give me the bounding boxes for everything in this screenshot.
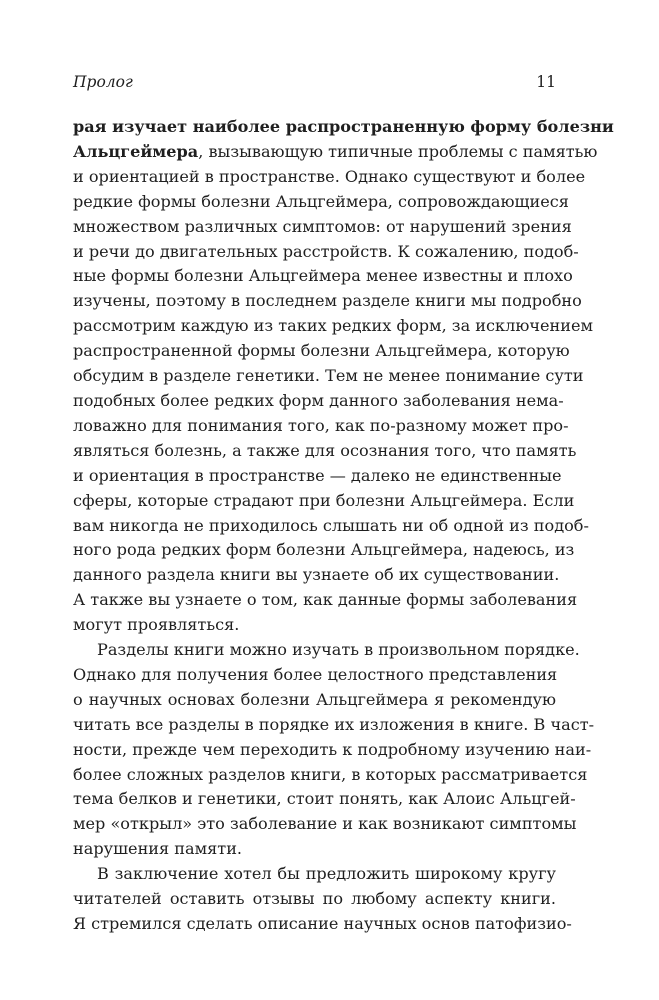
line-text: тема белков и генетики, стоит понять, как Алоис Альцгей-: [73, 789, 576, 809]
text-line: [73, 588, 578, 613]
line-text: могут проявляться.: [73, 615, 240, 635]
line-text: распространенной формы болезни Альцгеймера, которую: [73, 341, 570, 361]
text-line: [73, 688, 556, 713]
line-text: рассмотрим каждую из таких редких форм, за исключением: [73, 316, 593, 336]
line-text: и речи до двигательных расстройств. К сожалению, подоб-: [73, 241, 579, 261]
text-line: [73, 140, 598, 165]
line-text: нарушения памяти.: [73, 839, 243, 859]
text-line: [73, 538, 575, 563]
line-text: редкие формы болезни Альцгеймера, сопровождающиеся: [73, 191, 569, 211]
line-text: более сложных разделов книги, в которых рассматривается: [73, 764, 588, 784]
text-line: [73, 738, 592, 763]
text-line: [73, 190, 569, 215]
text-line: [73, 339, 570, 364]
bold-text: рая изучает наиболее распространенную форму болезни: [73, 117, 614, 136]
text-line: [73, 489, 575, 514]
line-text: ловажно для понимания того, как по-разному может про-: [73, 415, 569, 435]
running-title: Пролог: [73, 73, 133, 91]
page-header: [73, 73, 556, 91]
text-line: [73, 787, 576, 812]
line-text: читателей оставить отзывы по любому аспекту книги.: [73, 889, 556, 909]
text-line: [73, 812, 577, 837]
line-text: ности, прежде чем переходить к подробному изучению наи-: [73, 739, 592, 759]
line-text: читать все разделы в порядке их изложения в книге. В част-: [73, 714, 595, 734]
text-line: [73, 837, 556, 862]
bold-text: Альцгеймера: [73, 141, 199, 161]
line-text: о научных основах болезни Альцгеймера я рекомендую: [73, 689, 556, 709]
text-line: [73, 439, 577, 464]
text-line: [73, 912, 572, 937]
text-line: [73, 514, 589, 539]
line-text: сферы, которые страдают при болезни Альцгеймера. Если: [73, 490, 575, 510]
line-text: обсудим в разделе генетики. Тем не менее понимание сути: [73, 366, 584, 386]
line-text: Я стремился сделать описание научных основ патофизио-: [73, 914, 572, 933]
text-line: [73, 264, 573, 289]
line-text: Однако для получения более целостного представления: [73, 664, 558, 684]
line-text: данного раздела книги вы узнаете об их существовании.: [73, 565, 560, 585]
line-text: и ориентация в пространстве — далеко не единственные: [73, 465, 562, 485]
page-number: 11: [536, 73, 556, 91]
text-line: [73, 115, 614, 140]
text-line: [73, 763, 588, 788]
text-line: [73, 862, 556, 887]
text-line: [73, 165, 586, 190]
line-text: В заключение хотел бы предложить широкому кругу: [97, 864, 556, 884]
line-text: множеством различных симптомов: от нарушений зрения: [73, 216, 572, 236]
line-text: мер «открыл» это заболевание и как возникают симптомы: [73, 814, 577, 834]
text-line: [73, 240, 579, 265]
line-text: изучены, поэтому в последнем разделе книги мы подробно: [73, 291, 582, 311]
text-line: [73, 563, 560, 588]
text-line: [73, 663, 556, 688]
line-text: А также вы узнаете о том, как данные формы заболевания: [73, 590, 578, 610]
line-text: вам никогда не приходилось слышать ни об одной из подоб-: [73, 515, 589, 535]
line-text: , вызывающую типичные проблемы с памятью: [198, 141, 598, 161]
text-line: [73, 389, 564, 414]
text-line: [73, 215, 572, 240]
text-line: [73, 638, 580, 663]
line-text: подобных более редких форм данного заболевания нема-: [73, 390, 564, 410]
text-line: [73, 289, 582, 314]
text-line: [73, 713, 595, 738]
line-text: ные формы болезни Альцгеймера менее известны и плохо: [73, 266, 573, 286]
text-line: [73, 364, 584, 389]
text-line: [73, 414, 569, 439]
text-line: [73, 314, 593, 339]
text-line: [73, 887, 556, 912]
text-line: [73, 613, 556, 638]
line-text: ного рода редких форм болезни Альцгеймера, надеюсь, из: [73, 540, 575, 560]
line-text: Разделы книги можно изучать в произвольном порядке.: [97, 640, 580, 660]
body-text: [73, 115, 614, 937]
line-text: и ориентацией в пространстве. Однако существуют и более: [73, 166, 586, 186]
line-text: являться болезнь, а также для осознания того, что память: [73, 440, 577, 460]
text-line: [73, 464, 562, 489]
